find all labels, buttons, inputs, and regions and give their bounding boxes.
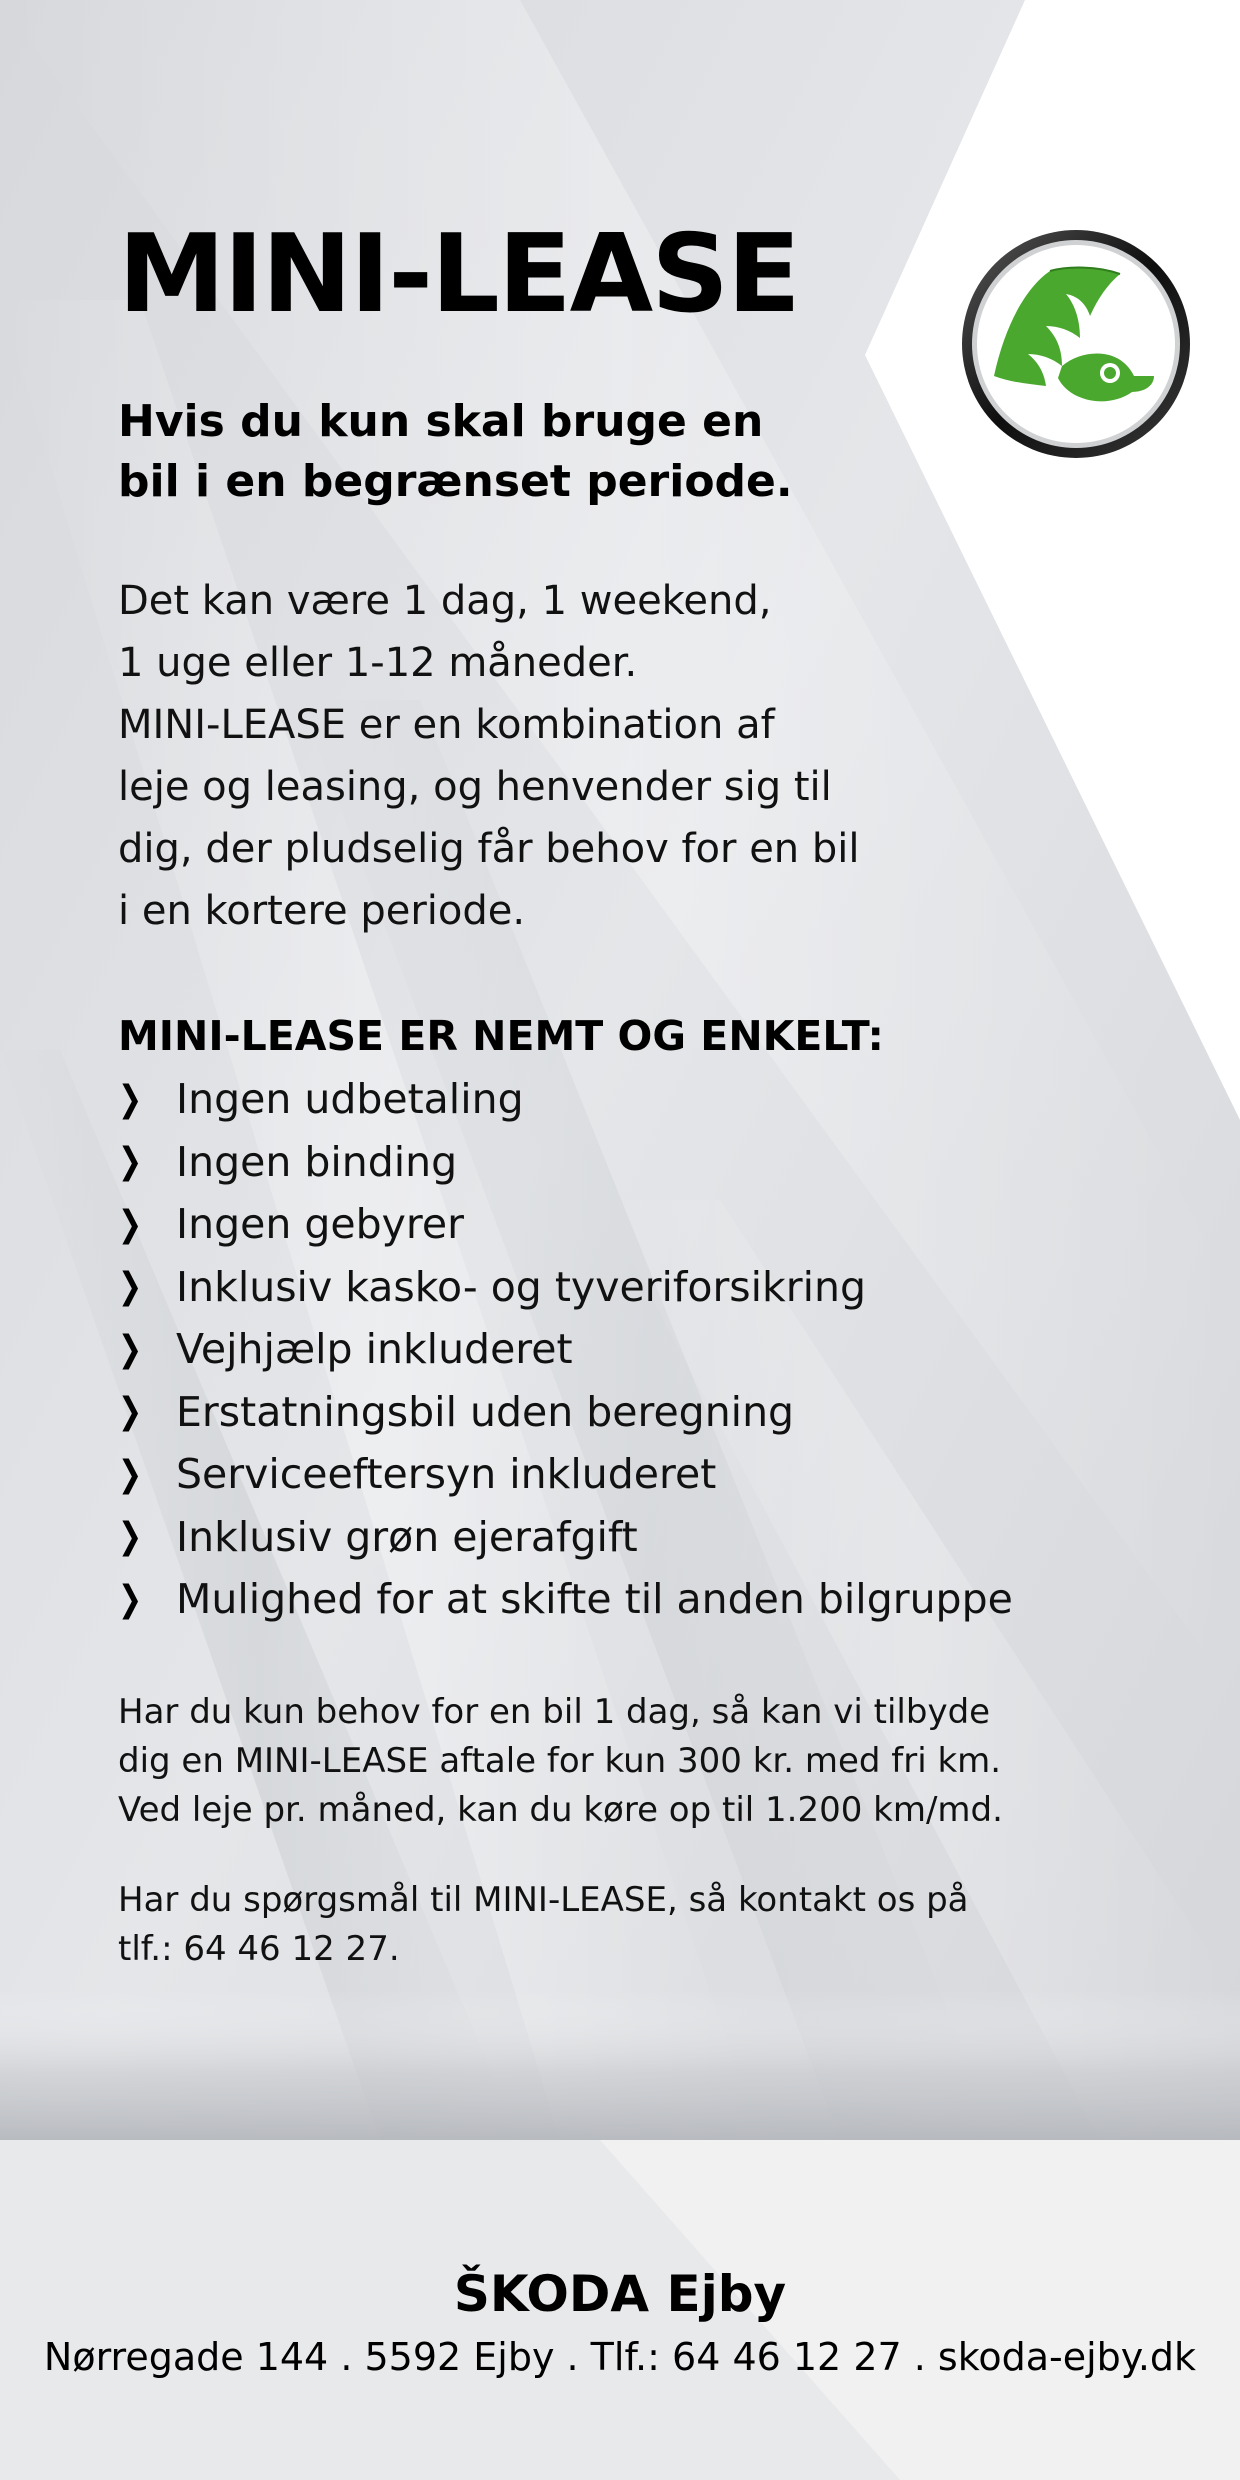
feature-item: [118, 1068, 1013, 1131]
intro-line: 1 uge eller 1-12 måneder.: [118, 640, 638, 686]
note-line: tlf.: 64 46 12 27.: [118, 1929, 400, 1969]
intro-line: leje og leasing, og henvender sig til: [118, 764, 832, 810]
chevron-right-icon: ❯: [118, 1516, 143, 1558]
feature-label: Inklusiv grøn ejerafgift: [176, 1512, 638, 1561]
subtitle-line: bil i en begrænset periode.: [118, 456, 793, 507]
intro-line: Det kan være 1 dag, 1 weekend,: [118, 578, 772, 624]
feature-label: Ingen udbetaling: [176, 1075, 524, 1124]
feature-item: [118, 1256, 1013, 1319]
feature-item: [118, 1506, 1013, 1569]
feature-label: Vejhjælp inkluderet: [176, 1325, 573, 1374]
chevron-right-icon: ❯: [118, 1391, 143, 1433]
intro-paragraph: [118, 570, 1018, 942]
pricing-note: [118, 1688, 1118, 1835]
contact-note: [118, 1876, 1118, 1974]
feature-label: Erstatningsbil uden beregning: [176, 1387, 795, 1436]
subtitle-line: Hvis du kun skal bruge en: [118, 396, 764, 447]
chevron-right-icon: ❯: [118, 1078, 143, 1120]
feature-label: Ingen binding: [176, 1137, 458, 1186]
feature-label: Ingen gebyrer: [176, 1200, 464, 1249]
chevron-right-icon: ❯: [118, 1578, 143, 1620]
chevron-right-icon: ❯: [118, 1453, 143, 1495]
feature-item: [118, 1193, 1013, 1256]
feature-item: [118, 1318, 1013, 1381]
dealer-name: ŠKODA Ejby: [453, 2265, 787, 2323]
feature-item: [118, 1443, 1013, 1506]
dealer-address: Nørregade 144 . 5592 Ejby . Tlf.: 64 46 12 27 . skoda-ejby.dk: [43, 2335, 1197, 2379]
ad-title: MINI-LEASE: [118, 212, 799, 337]
feature-label: Serviceeftersyn inkluderet: [176, 1450, 717, 1499]
chevron-right-icon: ❯: [118, 1203, 143, 1245]
feature-item: [118, 1131, 1013, 1194]
note-line: Har du spørgsmål til MINI-LEASE, så kontakt os på: [118, 1880, 969, 1920]
features-list: [118, 1068, 1013, 1631]
features-heading: MINI-LEASE ER NEMT OG ENKELT:: [118, 1012, 884, 1060]
chevron-right-icon: ❯: [118, 1328, 143, 1370]
feature-item: [118, 1381, 1013, 1444]
chevron-right-icon: ❯: [118, 1141, 143, 1183]
note-line: Har du kun behov for en bil 1 dag, så kan vi tilbyde: [118, 1692, 991, 1732]
feature-label: Mulighed for at skifte til anden bilgruppe: [176, 1575, 1013, 1624]
feature-item: [118, 1568, 1013, 1631]
intro-line: MINI-LEASE er en kombination af: [118, 702, 775, 748]
chevron-right-icon: ❯: [118, 1266, 143, 1308]
ad-subtitle: [118, 392, 998, 512]
note-line: dig en MINI-LEASE aftale for kun 300 kr. med fri km.: [118, 1741, 1002, 1781]
intro-line: dig, der pludselig får behov for en bil: [118, 826, 860, 872]
intro-line: i en kortere periode.: [118, 888, 526, 934]
note-line: Ved leje pr. måned, kan du køre op til 1.200 km/md.: [118, 1790, 1003, 1830]
feature-label: Inklusiv kasko- og tyveriforsikring: [176, 1262, 867, 1311]
